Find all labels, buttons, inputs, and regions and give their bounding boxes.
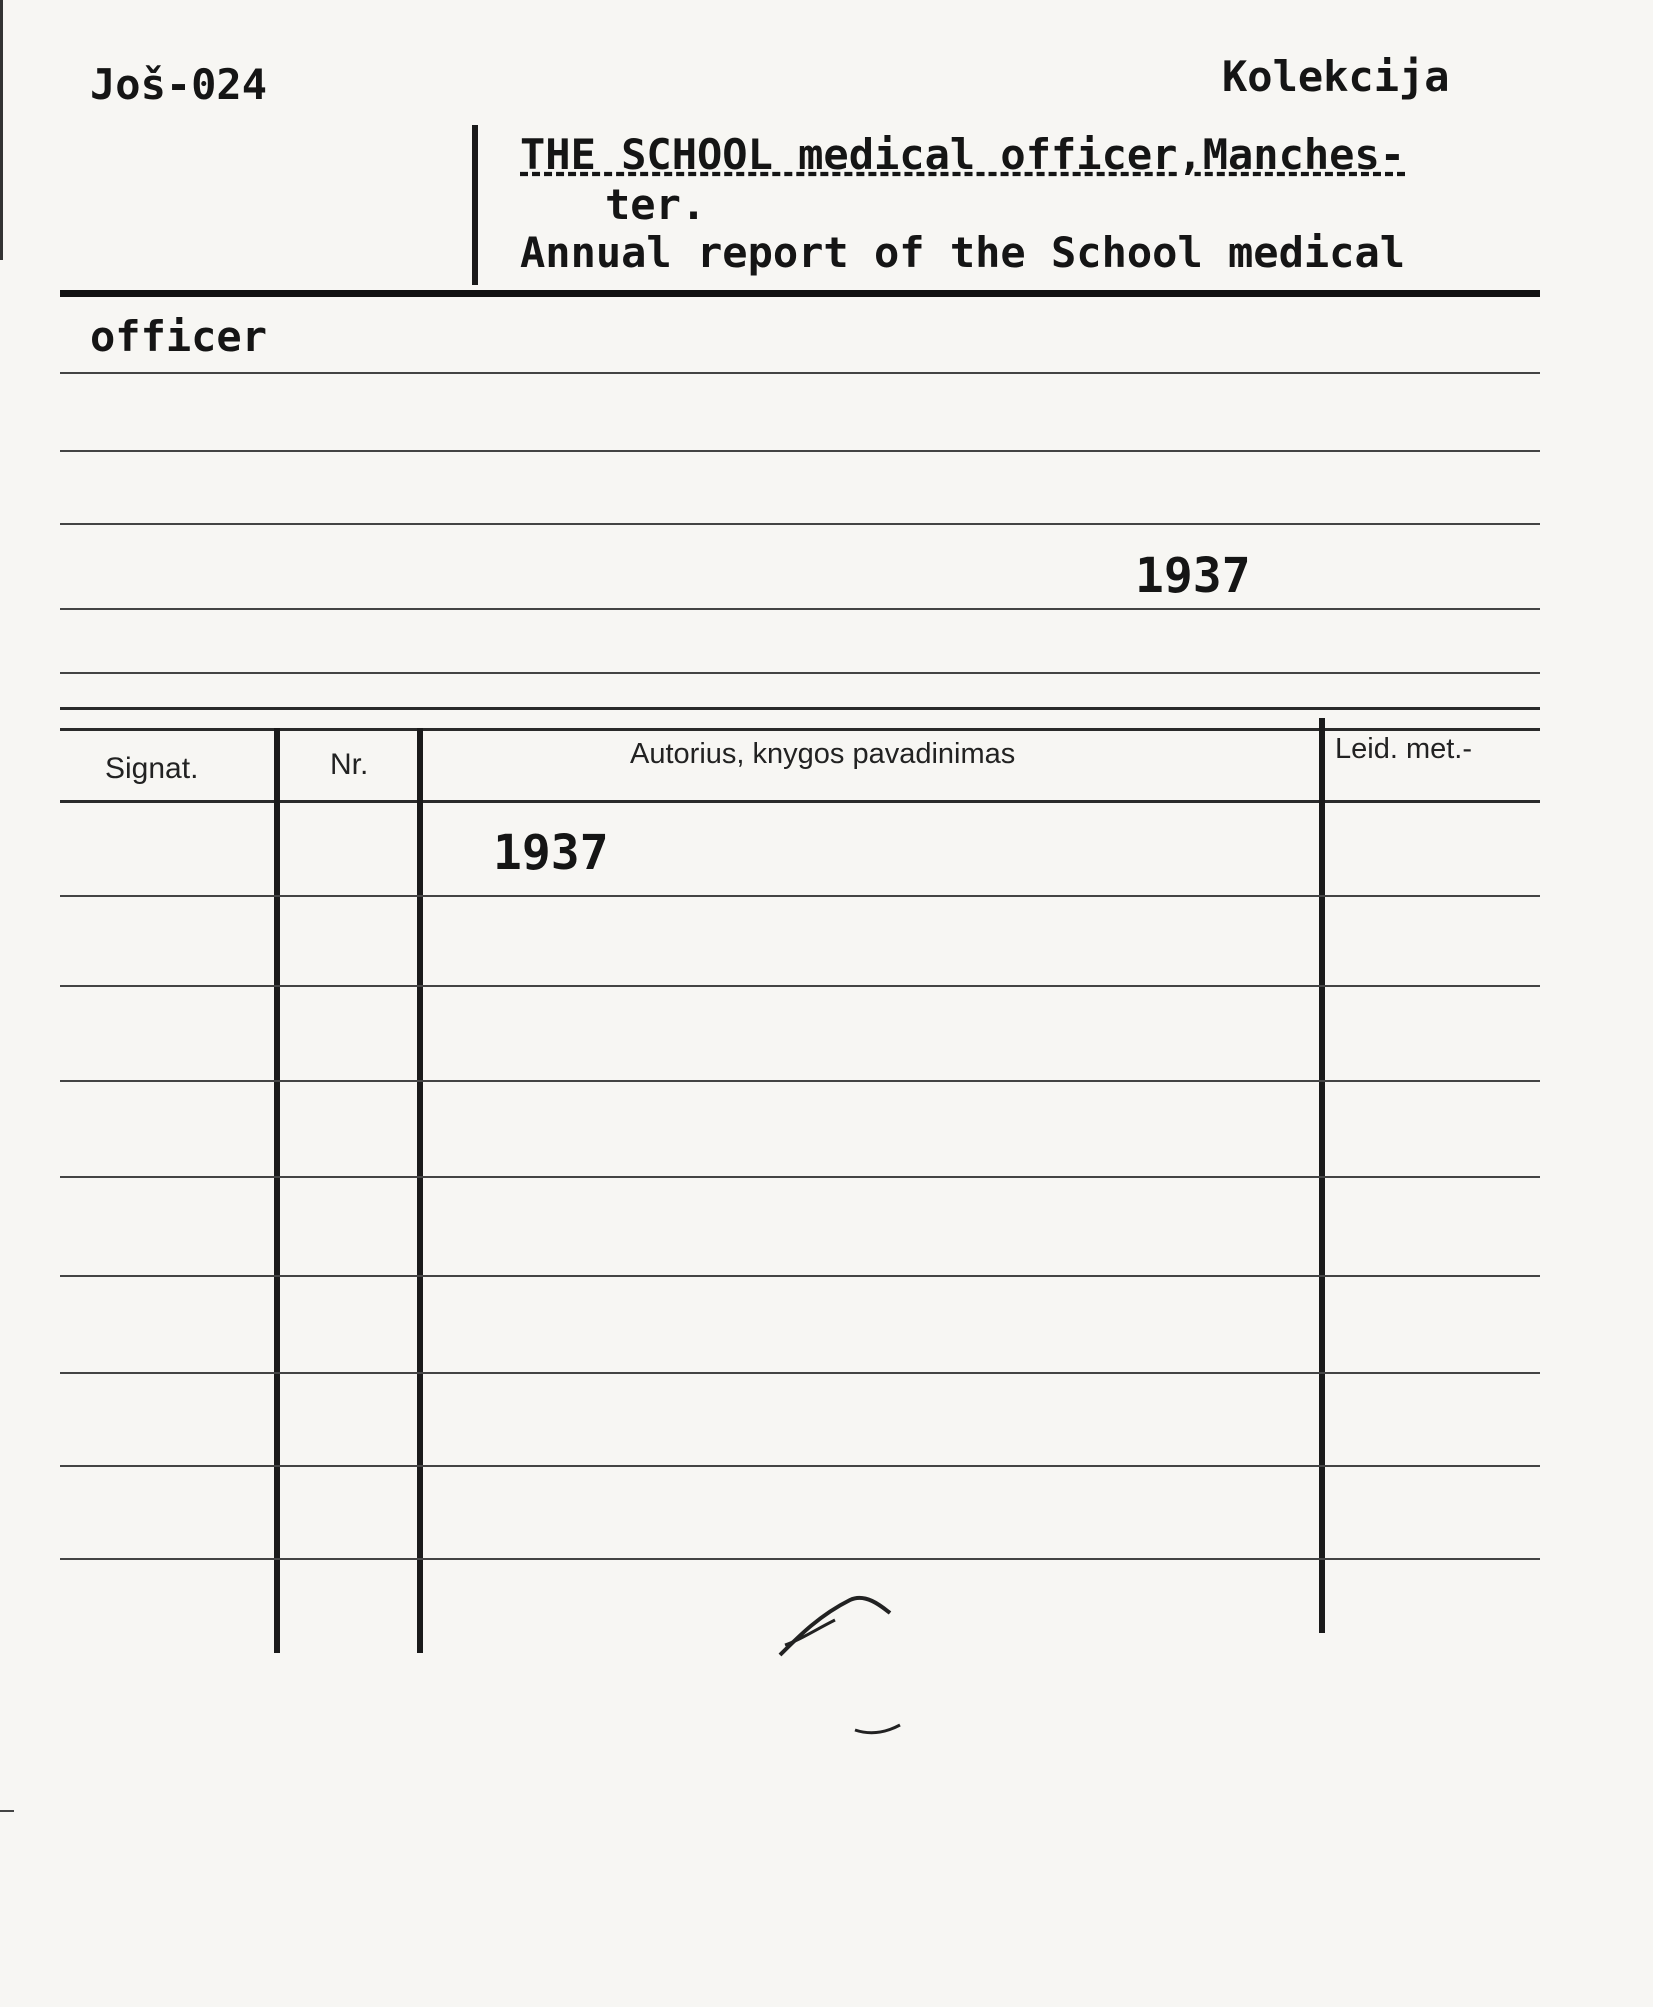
title-line-4: officer (90, 312, 268, 361)
bottom-left-mark (0, 1810, 14, 1812)
title-line-2: ter. (605, 180, 707, 229)
table-top-line (60, 728, 1540, 731)
left-edge-mark (0, 0, 3, 260)
title-bar (472, 125, 478, 285)
ruled-line (60, 523, 1540, 525)
title-divider (60, 290, 1540, 297)
ruled-line (60, 372, 1540, 374)
table-row-line (60, 895, 1540, 897)
ruled-line (60, 450, 1540, 452)
column-divider-nr (417, 728, 423, 1653)
row-title-year: 1937 (493, 825, 609, 881)
table-row-line (60, 1372, 1540, 1374)
table-row-line (60, 1080, 1540, 1082)
handwritten-flourish (770, 1585, 920, 1745)
title-line-3: Annual report of the School medical (520, 228, 1406, 277)
table-row-line (60, 1465, 1540, 1467)
column-divider-signat (274, 728, 280, 1653)
collection-label: Kolekcija (1222, 52, 1450, 101)
header-title: Autorius, knygos pavadinimas (630, 738, 1016, 770)
header-nr: Nr. (330, 748, 369, 781)
table-row-line (60, 1176, 1540, 1178)
header-bottom-line (60, 800, 1540, 803)
card-year: 1937 (1135, 548, 1251, 604)
ruled-line (60, 608, 1540, 610)
table-row-line (60, 1558, 1540, 1560)
ruled-line (60, 707, 1540, 710)
header-year: Leid. met.- (1335, 733, 1472, 765)
table-row-line (60, 985, 1540, 987)
table-row-line (60, 1275, 1540, 1277)
ruled-line (60, 672, 1540, 674)
card-code: Još-024 (90, 60, 268, 109)
title-line-1: THE SCHOOL medical officer,Manches- (520, 130, 1406, 179)
header-signat: Signat. (105, 752, 199, 785)
